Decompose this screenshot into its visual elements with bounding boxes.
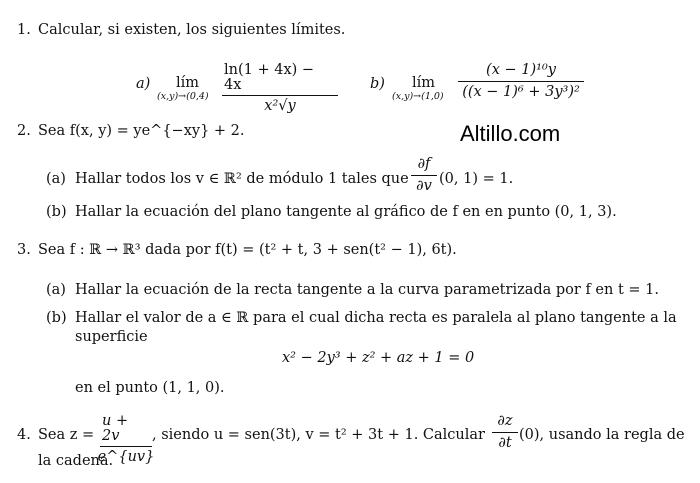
problem-4-number: 4. — [17, 427, 31, 443]
problem-3b-label: (b) — [46, 310, 67, 326]
problem-1a-lim-sub: (x,y)→(0,4) — [157, 91, 209, 102]
problem-1a-numerator: ln(1 + 4x) − 4x — [224, 62, 315, 93]
problem-3b-text-cont: superficie — [75, 329, 148, 345]
problem-2b-label: (b) — [46, 204, 67, 220]
problem-1a-denominator: x²√y — [264, 98, 296, 114]
fraction-bar — [492, 432, 518, 433]
problem-4-text-mid: , siendo u = sen(3t), v = t² + 3t + 1. Calcular — [152, 427, 485, 443]
fraction-bar — [458, 81, 584, 82]
problem-1-number: 1. — [17, 22, 31, 38]
problem-2a-text: Hallar todos los v ∈ ℝ² de módulo 1 tales que — [75, 171, 409, 187]
problem-3a-label: (a) — [46, 282, 66, 298]
fraction-bar — [222, 95, 338, 96]
problem-2b-text: Hallar la ecuación del plano tangente al gráfico de f en en punto (0, 1, 3). — [75, 204, 617, 220]
problem-1b-lim: lím — [412, 75, 436, 91]
problem-4-text-end: (0), usando la regla de — [519, 427, 685, 443]
problem-1a-lim: lím — [176, 75, 200, 91]
problem-3-number: 3. — [17, 242, 31, 258]
problem-4-derivative-num: ∂z — [497, 413, 513, 429]
problem-3b-text-end: en el punto (1, 1, 0). — [75, 380, 225, 396]
problem-1b-label: b) — [370, 76, 385, 92]
problem-1b-lim-sub: (x,y)→(1,0) — [392, 91, 444, 102]
problem-3b-equation: x² − 2y³ + z² + az + 1 = 0 — [282, 350, 475, 366]
problem-2a-text-end: (0, 1) = 1. — [439, 171, 514, 187]
problem-4-text: Sea z = — [38, 427, 95, 443]
problem-3a-text: Hallar la ecuación de la recta tangente a la curva parametrizada por f en t = 1. — [75, 282, 659, 298]
problem-2-text: Sea f(x, y) = ye^{−xy} + 2. — [38, 123, 245, 139]
problem-3-text: Sea f : ℝ → ℝ³ dada por f(t) = (t² + t, 3 + sen(t² − 1), 6t). — [38, 242, 457, 258]
problem-4-text-cont: la cadena. — [38, 453, 114, 469]
problem-1-text: Calcular, si existen, los siguientes límites. — [38, 22, 346, 38]
problem-4-numerator: u + 2v — [102, 413, 129, 444]
problem-1b-fraction — [458, 63, 584, 99]
problem-1b-numerator: (x − 1)¹⁰y — [486, 62, 556, 78]
watermark-logo: Altillo.com — [460, 121, 561, 146]
problem-1a-label: a) — [136, 76, 151, 92]
fraction-bar — [100, 446, 152, 447]
fraction-bar — [411, 175, 437, 176]
problem-2a-derivative-den: ∂v — [416, 177, 432, 194]
problem-1a-fraction — [222, 63, 338, 114]
problem-2a-label: (a) — [46, 171, 66, 187]
problem-3b-text: Hallar el valor de a ∈ ℝ para el cual dicha recta es paralela al plano tangente a la — [75, 310, 677, 326]
problem-4-derivative-den: ∂t — [498, 434, 512, 451]
problem-4-denominator: e^{uv} — [97, 449, 155, 465]
problem-4-derivative — [492, 414, 518, 450]
problem-2a-derivative-num: ∂f — [417, 156, 431, 172]
problem-2a-derivative — [411, 157, 437, 193]
problem-2-number: 2. — [17, 123, 31, 139]
problem-1b-denominator: ((x − 1)⁶ + 3y³)² — [462, 83, 580, 100]
